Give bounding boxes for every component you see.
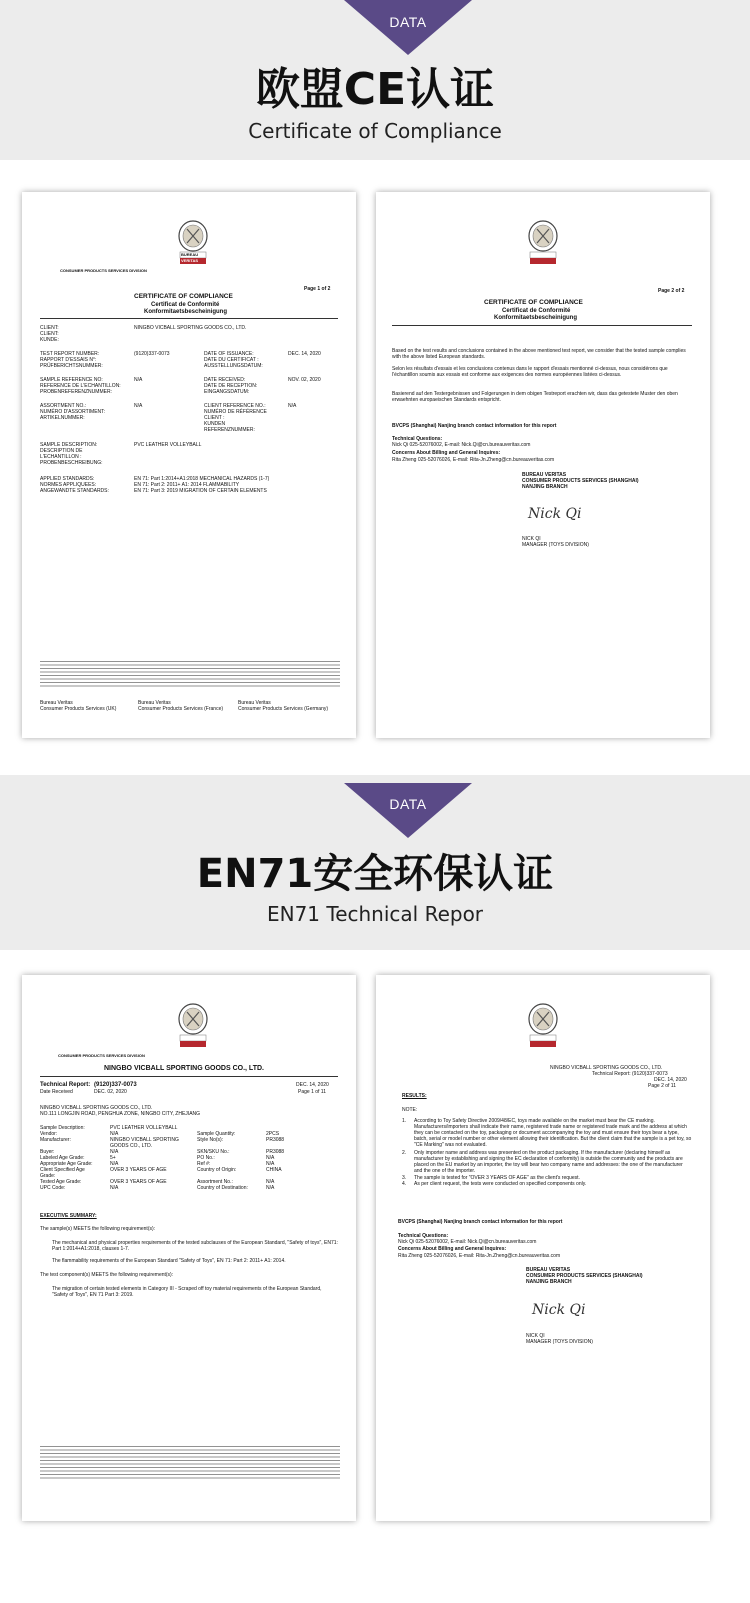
- cert-heading-fr: Certificat de Conformité: [151, 302, 220, 308]
- bureau-veritas-seal-icon: [526, 220, 560, 266]
- tech-report-number: Technical Report: (9120)337-0073: [592, 1071, 668, 1077]
- tech-questions-label: Technical Questions:: [392, 436, 443, 442]
- division-label: CONSUMER PRODUCTS SERVICES DIVISION: [58, 1053, 145, 1058]
- tech-questions-label: Technical Questions:: [398, 1233, 449, 1239]
- tech-report-label: Technical Report:: [40, 1082, 91, 1088]
- sample-desc-label: SAMPLE DESCRIPTION: DESCRIPTION DE L'ECHANTILLON : PROBENBESCHREIBUNG:: [40, 442, 103, 466]
- report-number-label: TEST REPORT NUMBER: RAPPORT D'ESSAIS N°: PRÜFBERICHTSNUMMER:: [40, 351, 103, 369]
- tech-report-number: (9120)337-0073: [94, 1082, 137, 1088]
- billing-contact: Rita Zheng 025-52076026, E-mail: Rita-Jn.Zheng@cn.bureauveritas.com: [398, 1253, 561, 1259]
- report-number-value: (9120)337-0073: [134, 351, 170, 357]
- sample-labels-right: Sample Quantity: Style No(s): SKN/SKU No.: PO No.: Ref #: Country of Origin: Assortment No.: Country of Destination:: [197, 1131, 248, 1191]
- seal-line1: BUREAU: [181, 252, 199, 257]
- requirement-migration: The migration of certain tested elements in Category III - Scraped off toy material requirements of the European Standard, "Safety of Toys", EN 71 Part 3: 2019.: [52, 1286, 322, 1298]
- cert-heading-de: Konformitaetsbescheinigung: [144, 309, 228, 315]
- heading-rule: [40, 1076, 338, 1077]
- issuance-label: DATE OF ISSUANCE: DATE DU CERTIFICAT : AUSSTELLUNGSDATUM:: [204, 351, 263, 369]
- tech-questions-contact: Nick Qi 025-52076002, E-mail: Nick.Qi@cn.bureauveritas.com: [398, 1239, 537, 1245]
- cert-heading: CERTIFICATE OF COMPLIANCE: [134, 293, 233, 300]
- meets-requirements-1: The sample(s) MEETS the following requirement(s):: [40, 1226, 156, 1232]
- requirement-mechanical: The mechanical and physical properties requirements of the tested subclauses of the European Standard, "Safety of toys", EN71: Part 1:2014+A1:2018, clauses 1-7.: [52, 1240, 338, 1252]
- footer-fine-print: [40, 1445, 340, 1479]
- conclusion-en: Based on the test results and conclusions contained in the above mentioned test report, we consider that the tested sample complies with the above listed European standards.: [392, 348, 686, 360]
- sample-desc-value: PVC LEATHER VOLLEYBALL: [134, 442, 202, 448]
- conclusion-de: Basierend auf den Testergebnissen und Folgerungen in dem obigen Testreport erachten wir, dass das getestete Muster den oben erwaehnten europaeischen Standards entspricht.: [392, 391, 678, 403]
- bureau-veritas-branch: BUREAU VERITAS CONSUMER PRODUCTS SERVICES (SHANGHAI) NANJING BRANCH: [526, 1267, 643, 1285]
- sample-values-right: 2PCS PR3088 PR3088 N/A N/A CHINA N/A N/A: [266, 1131, 285, 1191]
- heading-rule: [40, 318, 338, 319]
- tech-questions-contact: Nick Qi 025-52076002, E-mail: Nick.Qi@cn.bureauveritas.com: [392, 442, 531, 448]
- cert-heading-fr: Certificat de Conformité: [502, 308, 571, 314]
- report-date: DEC. 14, 2020: [296, 1082, 329, 1088]
- signature: Nick Qi: [532, 1302, 586, 1318]
- certificate-page-2: [376, 192, 710, 738]
- note-4: As per client request, the tests were conducted on specified components only.: [414, 1181, 587, 1187]
- section1-title: 欧盟CE认证: [255, 64, 495, 115]
- note-1: According to Toy Safety Directive 2009/48/EC, toys made available on the market must bear the CE marking. Manufacturers/importers shall indicate their name, registered trade name or registered trade mark and the address at which they can be contacted on the toy, packaging or document accompanying the toy and must ensure their toys bear a type, batch, serial or model number or other element allowing their identification. But the client claim that the sample is a pet toy, so "CE Marking" was not evaluated.: [414, 1118, 692, 1148]
- requirement-flammability: The flammability requirements of the European Standard "Safety of Toys", EN 71: Part 2: 2011+ A1: 2014.: [52, 1258, 286, 1264]
- heading-rule: [392, 325, 692, 326]
- note-2: Only importer name and address was presented on the product packaging. If the manufacturer (declaring himself as manufacturer by establishing and signing the EC declaration of conformity) is outside the community and the products are placed on the EU market by an importer, the toy will bear two company name and addresses: the one of the manufacturer and the one of the importer.: [414, 1150, 683, 1174]
- standards-value: EN 71: Part 1:2014+A1:2018 MECHANICAL HAZARDS (1-7) EN 71: Part 2: 2011+ A1: 2014 FLAMMABILITY EN 71: Part 3: 2019 MIGRATION OF CERTAIN ELEMENTS: [134, 476, 270, 494]
- section1-tag: DATA: [389, 14, 427, 30]
- sample-ref-value: N/A: [134, 377, 143, 383]
- note-2-index: 2.: [402, 1150, 407, 1156]
- sample-ref-label: SAMPLE REFERENCE NO: REFERENCE DE L'ECHANTILLON: PROBENREFERENZNUMMER:: [40, 377, 121, 395]
- footer-right: Bureau Veritas Consumer Products Services (Germany): [238, 700, 329, 712]
- cert-heading-de: Konformitaetsbescheinigung: [494, 315, 578, 321]
- note-4-index: 4.: [402, 1181, 407, 1187]
- billing-label: Concerns About Billing and General Inquires:: [392, 450, 501, 456]
- billing-contact: Rita Zheng 025-52076026, E-mail: Rita-Jn.Zheng@cn.bureauveritas.com: [392, 457, 555, 463]
- signatory: NICK QI MANAGER (TOYS DIVISION): [522, 536, 589, 548]
- section2-subtitle: EN71 Technical Repor: [266, 902, 484, 926]
- meets-requirements-2: The test component(s) MEETS the following requirement(s):: [40, 1272, 174, 1278]
- executive-summary-heading: EXECUTIVE SUMMARY:: [40, 1213, 97, 1219]
- standards-label: APPLIED STANDARDS: NORMES APPLIQUEES: ANGEWANDTE STANDARDS:: [40, 476, 109, 494]
- section2-tag: DATA: [389, 796, 427, 812]
- signatory: NICK QI MANAGER (TOYS DIVISION): [526, 1333, 593, 1345]
- certificate-page-1: [22, 192, 356, 738]
- client-label: CLIENT: CLIENT: KUNDE:: [40, 325, 59, 343]
- date-received-label: Date Received: [40, 1089, 73, 1095]
- received-label: DATE RECEIVED: DATE DE RECEPTION: EINGANGSDATUM:: [204, 377, 258, 395]
- sample-values-left: PVC LEATHER VOLLEYBALL N/A NINGBO VICBALL SPORTING GOODS CO., LTD. N/A 5+ N/A OVER 3 YEARS OF AGE OVER 3 YEARS OF AGE N/A: [110, 1125, 179, 1191]
- technical-report-page-1: [22, 975, 356, 1521]
- note-3-index: 3.: [402, 1175, 407, 1181]
- billing-label: Concerns About Billing and General Inquires:: [398, 1246, 507, 1252]
- section2-title: EN71安全环保认证: [196, 851, 554, 897]
- seal-line2: VERITAS: [181, 258, 199, 263]
- results-heading: RESULTS:: [402, 1093, 427, 1099]
- footer-mid: Bureau Veritas Consumer Products Services (France): [138, 700, 224, 712]
- company-heading: NINGBO VICBALL SPORTING GOODS CO., LTD.: [104, 1065, 264, 1072]
- signature: Nick Qi: [528, 506, 582, 522]
- page-number: Page 2 of 11: [648, 1083, 676, 1089]
- contact-heading: BVCPS (Shanghai) Nanjing branch contact information for this report: [392, 423, 557, 429]
- note-1-index: 1.: [402, 1118, 407, 1124]
- client-address: NINGBO VICBALL SPORTING GOODS CO., LTD. NO.111 LONGJIN ROAD, PENGHUA ZONE, NINGBO CITY, ZHEJIANG: [40, 1105, 201, 1117]
- assortment-value: N/A: [134, 403, 143, 409]
- bureau-veritas-seal-icon: [176, 1003, 210, 1049]
- page-number: Page 1 of 11: [298, 1089, 326, 1095]
- client-value: NINGBO VICBALL SPORTING GOODS CO., LTD.: [134, 325, 247, 331]
- page-number: Page 2 of 2: [658, 288, 685, 294]
- bureau-veritas-seal-icon: [526, 1003, 560, 1049]
- sample-labels-left: Sample Description: Vendor: Manufacturer: Buyer: Labeled Age Grade: Appropriate Age Grade: Client Specified Age Grade: Tested Age Grade: UPC Code:: [40, 1125, 93, 1191]
- division-label: CONSUMER PRODUCTS SERVICES DIVISION: [60, 268, 147, 273]
- client-ref-value: N/A: [288, 403, 297, 409]
- assortment-label: ASSORTMENT NO.: NUMÉRO D'ASSORTIMENT: ARTIKELNUMMER:: [40, 403, 106, 421]
- section1-subtitle: Certificate of Compliance: [248, 119, 502, 143]
- issuance-value: DEC. 14, 2020: [288, 351, 321, 357]
- conclusion-fr: Selon les résultats d'essais et les conclusions contenus dans le rapport d'essais mentionné ci-dessus, nous considérons que l'échantillon soumis aux essais est conforme aux exigences des normes européennes listées ci-dessus.: [392, 366, 668, 378]
- note-3: The sample is tested for "OVER 3 YEARS OF AGE" as the client's request.: [414, 1175, 580, 1181]
- note-heading: NOTE:: [402, 1107, 418, 1113]
- footer-fine-print: [40, 660, 340, 688]
- page-number: Page 1 of 2: [304, 286, 331, 292]
- footer-left: Bureau Veritas Consumer Products Services (UK): [40, 700, 117, 712]
- report-date: DEC. 14, 2020: [654, 1077, 687, 1083]
- bureau-veritas-branch: BUREAU VERITAS CONSUMER PRODUCTS SERVICES (SHANGHAI) NANJING BRANCH: [522, 472, 639, 490]
- technical-report-page-2: [376, 975, 710, 1521]
- client-ref-label: CLIENT REFERENCE NO.: NUMÉRO DE RÉFÉRENCE CLIENT : KUNDEN REFERENZNUMMER:: [204, 403, 267, 433]
- received-value: NOV. 02, 2020: [288, 377, 321, 383]
- date-received-value: DEC. 02, 2020: [94, 1089, 127, 1095]
- contact-heading: BVCPS (Shanghai) Nanjing branch contact information for this report: [398, 1219, 563, 1225]
- company-heading: NINGBO VICBALL SPORTING GOODS CO., LTD.: [550, 1065, 663, 1071]
- cert-heading: CERTIFICATE OF COMPLIANCE: [484, 299, 583, 306]
